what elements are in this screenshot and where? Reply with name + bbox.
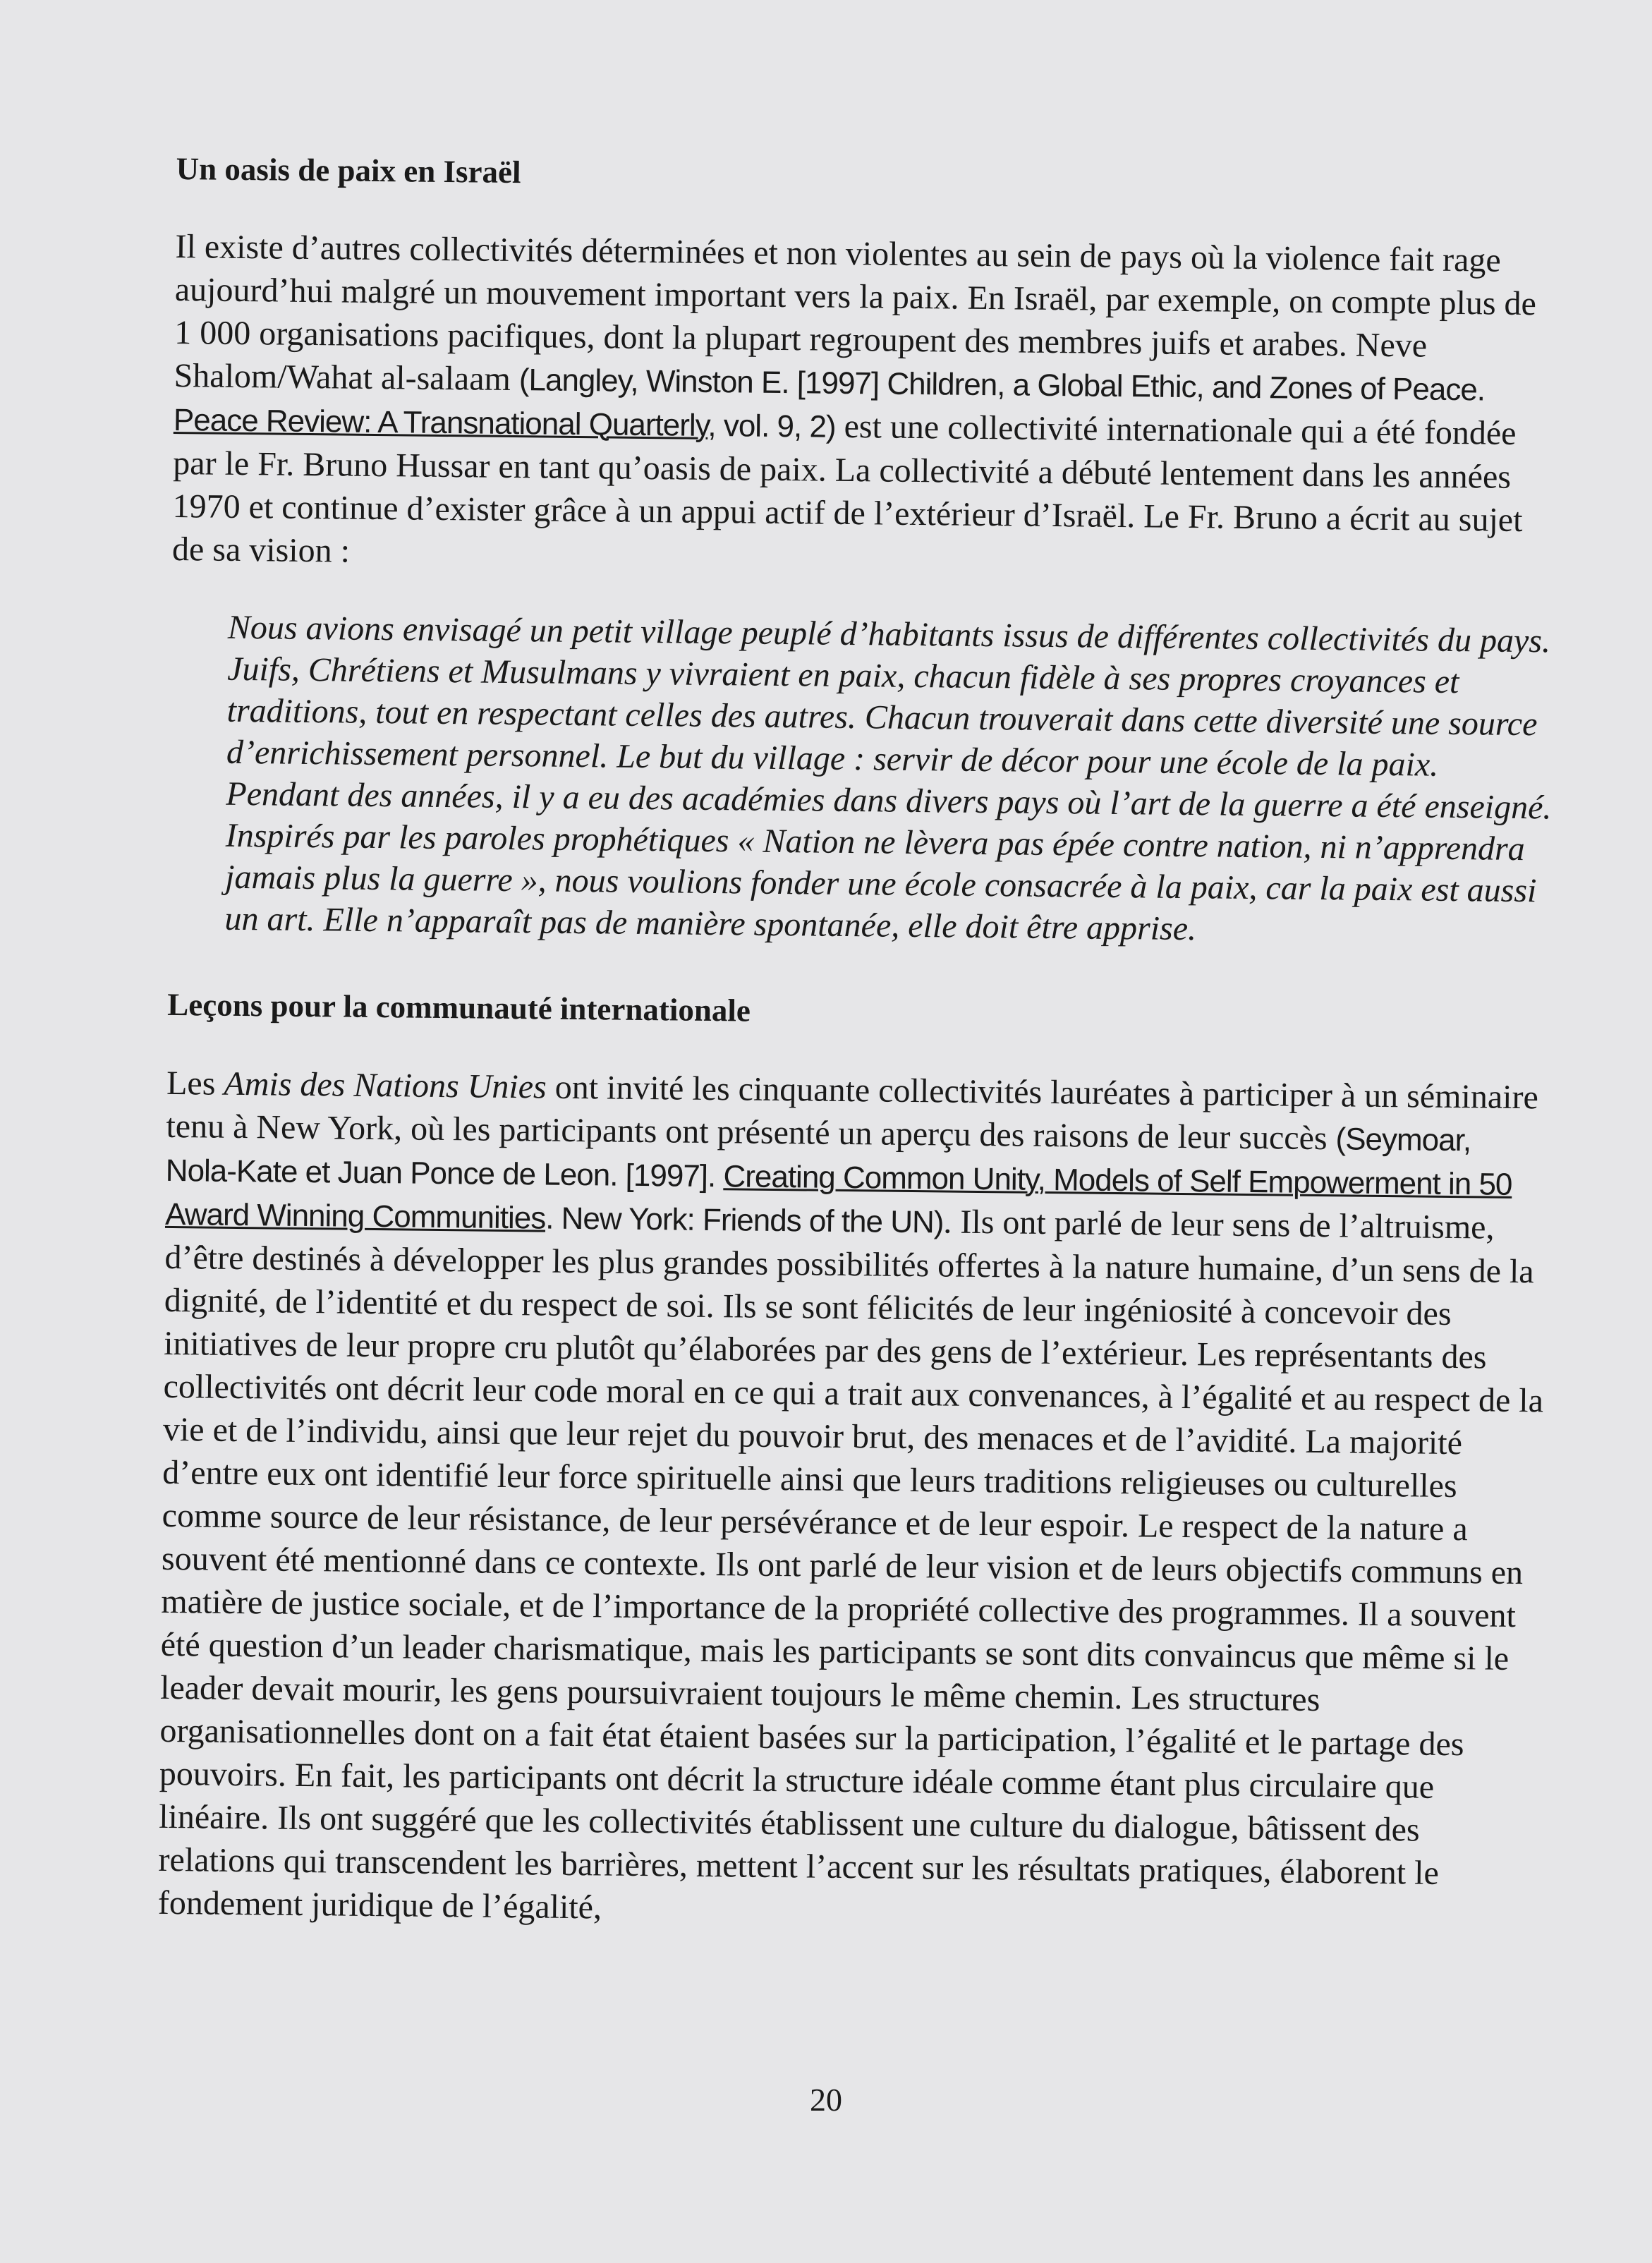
paragraph-lessons-intro: Les [166,1064,224,1103]
citation-langley-text: (Langley, Winston E. [1997] Children, a Global Ethic, and Zones of Peace. [518,362,1486,407]
vision-quote: Nous avions envisagé un petit village peuplé d’habitants issus de différentes collectivités du pays. Juifs, Chrétiens et Musulmans y vivraient en paix, chacun fidèle à ses propres croyances et traditions, tout en respectant celles des autres. Chacun trouverait dans cette diversité une source d’enrichissement personnel. Le but du village : servir de décor pour une école de la paix. Pendant des années, il y a eu des académies dans divers pays où l’art de la guerre a été enseigné. Inspirés par les paroles prophétiques « Nation ne lèvera pas épée contre nation, ni n’apprendra jamais plus la guerre », nous voulions fonder une école consacrée à la paix, car la paix est aussi un art. Elle n’apparaît pas de manière spontanée, elle doit être apprise. [224,608,1552,947]
org-name: Amis des Nations Unies [224,1064,547,1106]
citation-langley-tail: , vol. 9, 2) [707,408,836,444]
citation-seymoar-title: Creating Common Unity, Models of Self Empowerment in 50 Award Winning Communities [164,1159,1512,1236]
paragraph-oasis-text-2: est une collectivité internationale qui a été fondée par le Fr. Bruno Hussar en tant qu’oasis de paix. La collectivité a débuté lentement dans les années 1970 et continue d’exister grâce à un appui actif de l’extérieur d’Israël. Le Fr. Bruno a écrit au sujet de sa vision : [171,407,1523,570]
page-content [158,148,1559,1939]
citation-seymoar-tail: . New York: Friends of the UN) [545,1201,944,1240]
citation-seymoar-text: (Seymoar, Nola-Kate et Juan Ponce de Leon. [1997]. [165,1122,1471,1194]
paragraph-oasis-text-1: Il existe d’autres collectivités déterminées et non violentes au sein de pays où la violence fait rage aujourd’hui malgré un mouvement important vers la paix. En Israël, par exemple, on compte plus de 1 000 organisations pacifiques, dont la plupart regroupent des membres juifs et arabes. Neve Shalom/Wahat al-salaam [174,227,1537,398]
page-number: 20 [810,2082,842,2118]
section-heading-oasis: Un oasis de paix en Israël [176,150,521,190]
paragraph-lessons-text-1: ont invité les cinquante collectivités lauréates à participer à un séminaire tenu à New York, où les participants ont présenté un aperçu des raisons de leur succès [166,1068,1539,1158]
paragraph-oasis [172,224,1558,584]
paragraph-lessons [158,1062,1550,1939]
section-heading-lessons: Leçons pour la communauté internationale [167,986,751,1029]
citation-langley-journal: Peace Review: A Transnational Quarterly [173,402,708,443]
paragraph-lessons-body: . Ils ont parlé de leur sens de l’altruisme, d’être destinés à développer les plus grandes possibilités offertes à la nature humaine, d’un sens de la dignité, de l’identité et du respect de soi. Ils se sont félicités de leur ingéniosité à concevoir des initiatives de leur propre cru plutôt qu’élaborées par des gens de l’extérieur. Les représentants des collectivités ont décrit leur code moral en ce qui a trait aux convenances, à l’égalité et au respect de la vie et de l’individu, ainsi que leur rejet du pouvoir brut, des menaces et de l’avidité. La majorité d’entre eux ont identifié leur force spirituelle ainsi que leurs traditions religieuses ou culturelles comme source de leur résistance, de leur persévérance et de leur espoir. Le respect de la nature a souvent été mentionné dans ce contexte. Ils ont parlé de leur vision et de leurs objectifs communs en matière de justice sociale, et de l’importance de la propriété collective des programmes. Il a souvent été question d’un leader charismatique, mais les participants se sont dits convaincus que même si le leader devait mourir, les gens poursuivraient toujours le même chemin. Les structures organisationnelles dont on a fait état étaient basées sur la participation, l’égalité et le partage des pouvoirs. En fait, les participants ont décrit la structure idéale comme étant plus circulaire que linéaire. Ils ont suggéré que les collectivités établissent une culture du dialogue, bâtissent des relations qui transcendent les barrières, mettent l’accent sur les résultats pratiques, élaborent le fondement juridique de l’égalité, [157,1203,1544,1927]
